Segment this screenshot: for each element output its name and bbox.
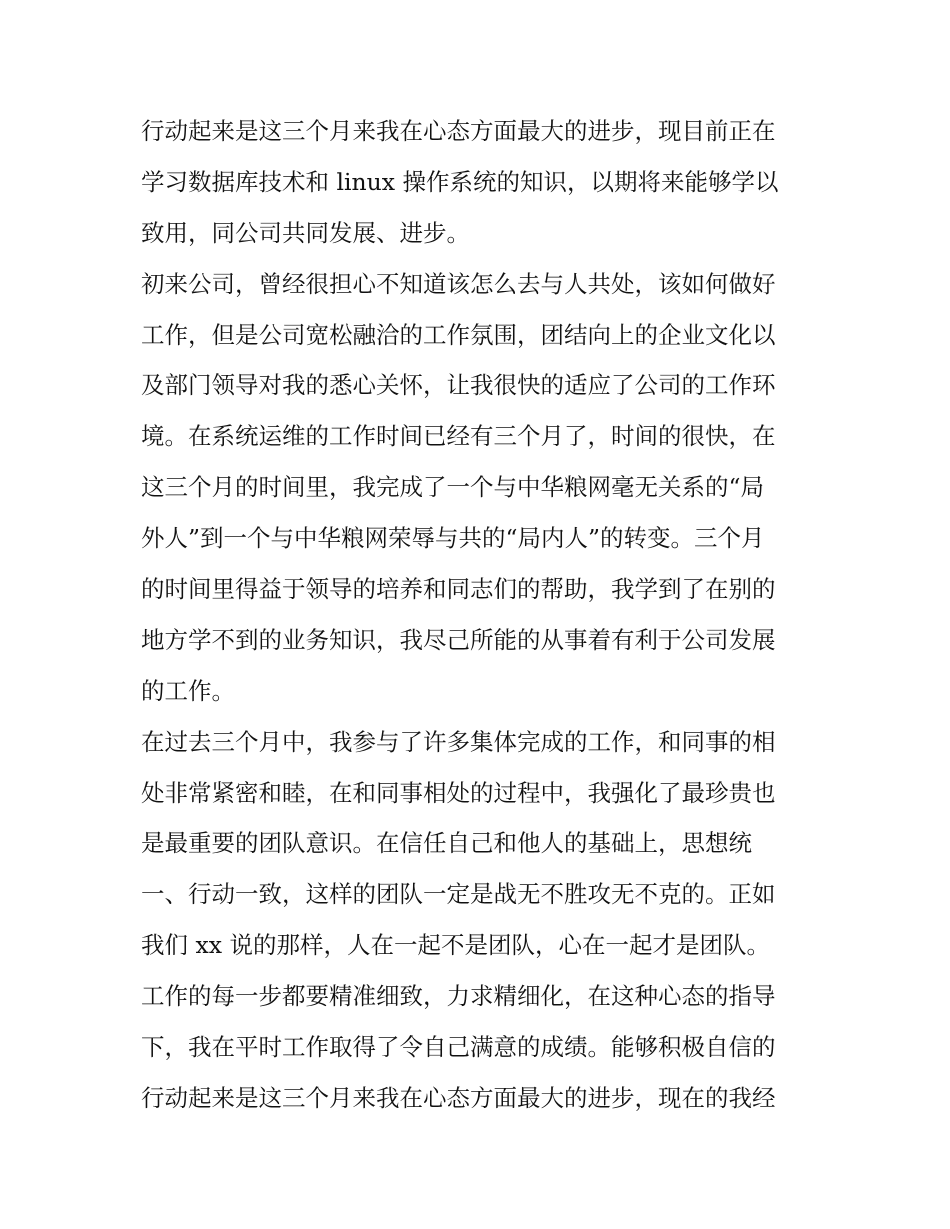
text-line: 行动起来是这三个月来我在心态方面最大的进步，现目前正在: [141, 117, 776, 145]
text-line: 致用，同公司共同发展、进步。: [141, 218, 470, 247]
text-line: 行动起来是这三个月来我在心态方面最大的进步，现在的我经: [141, 1083, 776, 1112]
body-text: [141, 106, 821, 1124]
text-line: 及部门领导对我的悉心关怀，让我很快的适应了公司的工作环: [141, 371, 776, 400]
text-line: 初来公司，曾经很担心不知道该怎么去与人共处，该如何做好: [141, 269, 776, 298]
text-line: 工作，但是公司宽松融洽的工作氛围，团结向上的企业文化以: [141, 320, 776, 349]
text-line: 一、行动一致，这样的团队一定是战无不胜攻无不克的。正如: [141, 880, 776, 909]
text-line: 的时间里得益于领导的培养和同志们的帮助，我学到了在别的: [141, 575, 776, 604]
text-line: 下，我在平时工作取得了令自己满意的成绩。能够积极自信的: [141, 1033, 776, 1062]
text-line: 境。在系统运维的工作时间已经有三个月了，时间的很快，在: [141, 422, 776, 451]
text-line: 地方学不到的业务知识，我尽己所能的从事着有利于公司发展: [141, 625, 776, 654]
text-line: 学习数据库技术和 linux 操作系统的知识，以期将来能够学以: [141, 167, 779, 196]
text-line: 是最重要的团队意识。在信任自己和他人的基础上，思想统: [141, 829, 752, 858]
text-line: 处非常紧密和睦，在和同事相处的过程中，我强化了最珍贵也: [141, 778, 776, 807]
text-line: 的工作。: [141, 676, 235, 705]
text-line: 在过去三个月中，我参与了许多集体完成的工作，和同事的相: [141, 727, 776, 756]
text-line: 这三个月的时间里，我完成了一个与中华粮网毫无关系的“局: [141, 473, 765, 502]
text-line: 工作的每一步都要精准细致，力求精细化，在这种心态的指导: [141, 982, 776, 1011]
text-line: 我们 xx 说的那样，人在一起不是团队，心在一起才是团队。: [141, 931, 770, 960]
text-line: 外人”到一个与中华粮网荣辱与共的“局内人”的转变。三个月: [141, 524, 765, 553]
